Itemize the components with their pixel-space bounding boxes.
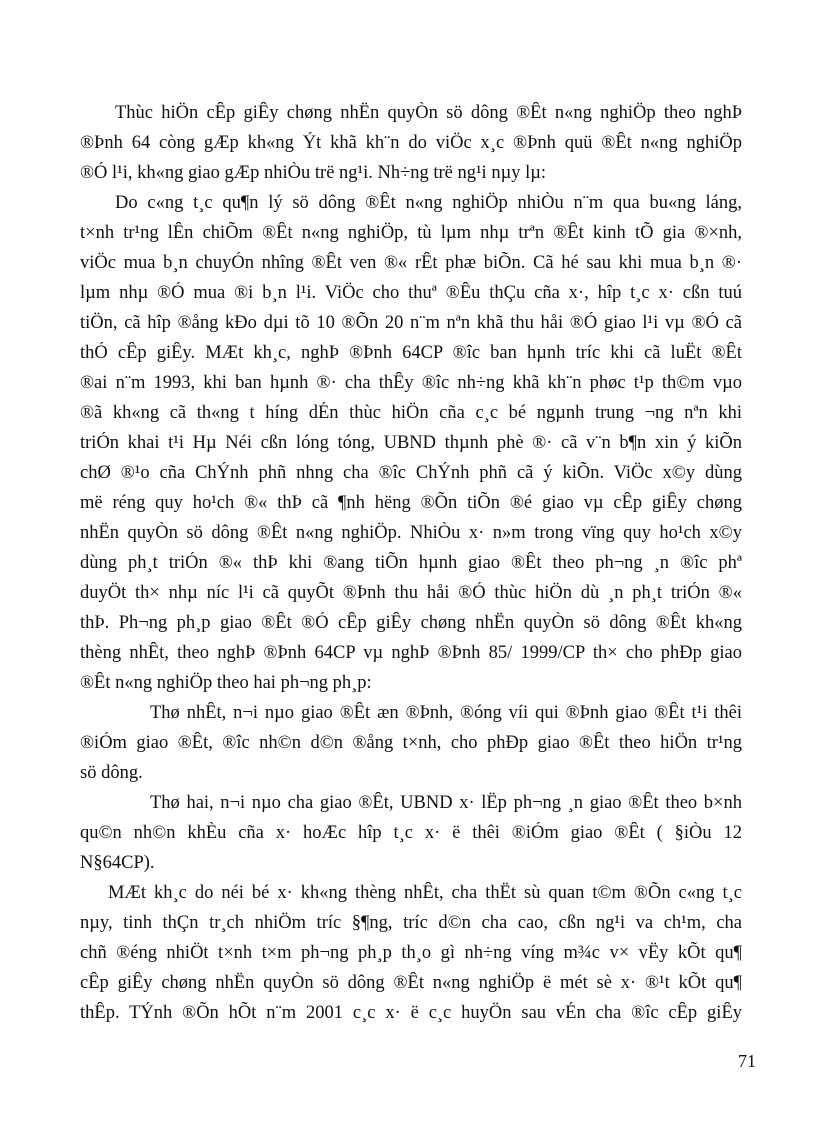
text-line: N§64CP). [80, 853, 155, 873]
text-line: më réng quy ho¹ch ®« thÞ cã ¶nh hëng ®Õn tiÕn ®é giao vµ cÊp giÊy chøng [80, 493, 742, 513]
text-line: triÓn khai t¹i Hµ Néi cßn lóng tóng, UBND thµnh phè ®· cã v¨n b¶n xin ý kiÕn [80, 433, 742, 453]
text-line: qu©n nh©n khÈu cña x· hoÆc hîp t¸c x· ë thêi ®iÓm giao ®Êt ( §iÒu 12 [80, 823, 742, 843]
text-line: nµy, tinh thÇn tr¸ch nhiÖm tríc §¶ng, tríc d©n cha cao, cßn ng¹i va ch¹m, cha [80, 913, 742, 933]
page-number: 71 [738, 1051, 756, 1071]
text-line: ®Þnh 64 còng gÆp kh«ng Ýt khã kh¨n do viÖc x¸c ®Þnh quü ®Êt n«ng nghiÖp [80, 133, 742, 153]
text-line: ®Ó l¹i, kh«ng giao gÆp nhiÒu trë ng¹i. Nh÷ng trë ng¹i nµy lµ: [80, 163, 547, 183]
text-line: thÓ cÊp giÊy. MÆt kh¸c, nghÞ ®Þnh 64CP ®îc ban hµnh tríc khi cã luËt ®Êt [80, 343, 742, 363]
text-line: cÊp giÊy chøng nhËn quyÒn sö dông ®Êt n«ng nghiÖp ë mét sè x· ®¹t kÕt qu¶ [80, 973, 742, 993]
text-line: viÖc mua b¸n chuyÓn nhîng ®Êt ven ®« rÊt phæ biÕn. Cã hé sau khi mua b¸n ®· [80, 253, 742, 273]
text-line: Thø hai, n¬i nµo cha giao ®Êt, UBND x· lËp ph¬ng ¸n giao ®Êt theo b×nh [150, 793, 742, 813]
text-line: thÞ. Ph¬ng ph¸p giao ®Êt ®Ó cÊp giÊy chøng nhËn quyÒn sö dông ®Êt kh«ng [80, 613, 742, 633]
text-line: Thùc hiÖn cÊp giÊy chøng nhËn quyÒn sö dông ®Êt n«ng nghiÖp theo nghÞ [115, 103, 742, 123]
text-line: dùng ph¸t triÓn ®« thÞ khi ®ang tiÕn hµnh giao ®Êt theo ph¬ng ¸n ®îc phª [80, 553, 742, 573]
text-line: Do c«ng t¸c qu¶n lý sö dông ®Êt n«ng nghiÖp nhiÒu n¨m qua bu«ng láng, [115, 193, 742, 213]
text-line: tiÖn, cã hîp ®ång kÐo dµi tõ 10 ®Õn 20 n¨m nªn khã thu håi ®Ó giao l¹i vµ ®Ó cã [80, 313, 742, 333]
text-line: lµm nhµ ®Ó mua ®i b¸n l¹i. ViÖc cho thuª ®Êu thÇu cña x·, hîp t¸c x· cßn tuú [80, 283, 742, 303]
text-line: chñ ®éng nhiÖt t×nh t×m ph¬ng ph¸p th¸o gì nh÷ng víng m¾c v× vËy kÕt qu¶ [80, 943, 742, 963]
text-line: ®Êt n«ng nghiÖp theo hai ph¬ng ph¸p: [80, 673, 372, 693]
text-line: chØ ®¹o cña ChÝnh phñ nhng cha ®îc ChÝnh phñ cã ý kiÕn. ViÖc x©y dùng [80, 463, 742, 483]
text-line: MÆt kh¸c do néi bé x· kh«ng thèng nhÊt, cha thËt sù quan t©m ®Õn c«ng t¸c [108, 883, 742, 903]
text-line: Thø nhÊt, n¬i nµo giao ®Êt æn ®Þnh, ®óng víi qui ®Þnh giao ®Êt t¹i thêi [150, 703, 742, 723]
text-line: sö dông. [80, 763, 143, 783]
text-line: ®ai n¨m 1993, khi ban hµnh ®· cha thÊy ®îc nh÷ng khã kh¨n phøc t¹p th©m vµo [80, 373, 742, 393]
text-line: ®iÓm giao ®Êt, ®îc nh©n d©n ®ång t×nh, cho phÐp giao ®Êt theo hiÖn tr¹ng [80, 733, 742, 753]
text-line: ®ã kh«ng cã th«ng t híng dÉn thùc hiÖn cña c¸c bé ngµnh trung ¬ng nªn khi [80, 403, 742, 423]
text-line: t×nh tr¹ng lÊn chiÕm ®Êt n«ng nghiÖp, tù lµm nhµ trªn ®Êt kinh tÕ gia ®×nh, [80, 223, 742, 243]
text-line: thÊp. TÝnh ®Õn hÕt n¨m 2001 c¸c x· ë c¸c huyÖn sau vÉn cha ®îc cÊp giÊy [80, 1003, 742, 1023]
text-line: nhËn quyÒn sö dông ®Êt n«ng nghiÖp. NhiÒu x· n»m trong vïng quy ho¹ch x©y [80, 523, 742, 543]
text-line: thèng nhÊt, theo nghÞ ®Þnh 64CP vµ nghÞ ®Þnh 85/ 1999/CP th× cho phÐp giao [80, 643, 742, 663]
text-line: duyÖt th× nhµ níc l¹i cã quyÕt ®Þnh thu håi ®Ó thùc hiÖn dù ¸n ph¸t triÓn ®« [80, 583, 742, 603]
